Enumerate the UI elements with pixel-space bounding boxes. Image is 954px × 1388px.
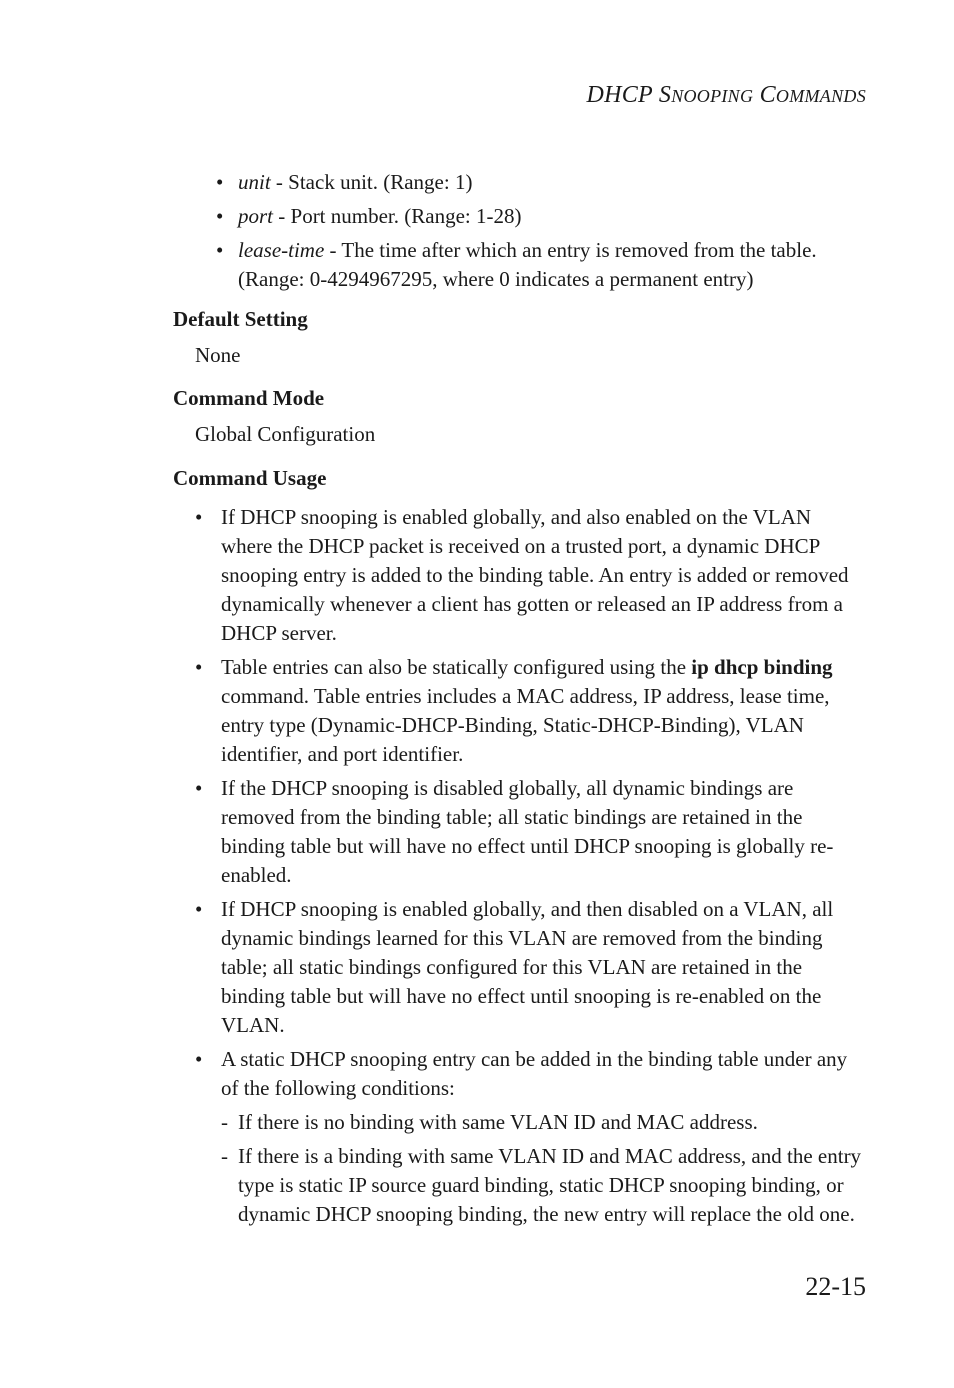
page-number: 22-15 <box>805 1272 866 1301</box>
usage-text: command. Table entries includes a MAC address, IP address, lease time, entry type (Dynamic-DHCP-Binding, Static-DHCP-Binding), VLAN identifier, and port identifier. <box>221 684 830 766</box>
running-head <box>586 82 866 109</box>
command-keyword: ip dhcp binding <box>691 655 833 679</box>
condition-item: - If there is no binding with same VLAN ID and MAC address. <box>221 1108 867 1137</box>
usage-item <box>195 653 867 769</box>
running-head-part: DHCP S <box>586 82 672 108</box>
usage-item: • If DHCP snooping is enabled globally, and also enabled on the VLAN where the DHCP packet is received on a trusted port, a dynamic DHCP snooping entry is added to the binding table. An entry is added or removed dynamically whenever a client has gotten or released an IP address from a DHCP server. <box>195 503 867 648</box>
parameter-item <box>216 202 868 231</box>
usage-item <box>195 1045 867 1229</box>
condition-item: - If there is a binding with same VLAN ID and MAC address, and the entry type is static IP source guard binding, static DHCP snooping binding, or dynamic DHCP snooping binding, the new entry will replace the old one. <box>221 1142 867 1229</box>
command-mode-value: Global Configuration <box>195 422 376 446</box>
default-setting-value: None <box>195 343 241 367</box>
parameter-term: port <box>238 204 274 228</box>
usage-item: • If DHCP snooping is enabled globally, and then disabled on a VLAN, all dynamic bindings learned for this VLAN are removed from the binding table; all static bindings configured for this VLAN are retained in the binding table but will have no effect until snooping is re-enabled on the VLAN. <box>195 895 867 1040</box>
parameter-item <box>216 236 868 294</box>
parameter-term: lease-time <box>238 238 325 262</box>
running-head-part: OMMANDS <box>775 86 866 106</box>
command-usage-list <box>195 503 867 1234</box>
parameter-list <box>216 168 868 299</box>
condition-list <box>221 1108 867 1229</box>
parameter-description: - The time after which an entry is removed from the table. (Range: 0-4294967295, where 0 indicates a permanent entry) <box>238 238 817 291</box>
usage-text: A static DHCP snooping entry can be added in the binding table under any of the following conditions: <box>221 1047 848 1100</box>
command-mode-heading: Command Mode <box>173 386 325 410</box>
running-head-part: C <box>753 82 776 108</box>
command-usage-heading: Command Usage <box>173 466 327 490</box>
default-setting-heading: Default Setting <box>173 307 308 331</box>
parameter-description: - Stack unit. (Range: 1) <box>270 170 473 194</box>
usage-item: • If the DHCP snooping is disabled globally, all dynamic bindings are removed from the binding table; all static bindings are retained in the binding table but will have no effect until DHCP snooping is globally re-enabled. <box>195 774 867 890</box>
parameter-term: unit <box>238 170 271 194</box>
usage-text: Table entries can also be statically configured using the <box>221 655 692 679</box>
running-head-part: NOOPING <box>671 86 754 106</box>
parameter-description: - Port number. (Range: 1-28) <box>273 204 522 228</box>
parameter-item <box>216 168 868 197</box>
